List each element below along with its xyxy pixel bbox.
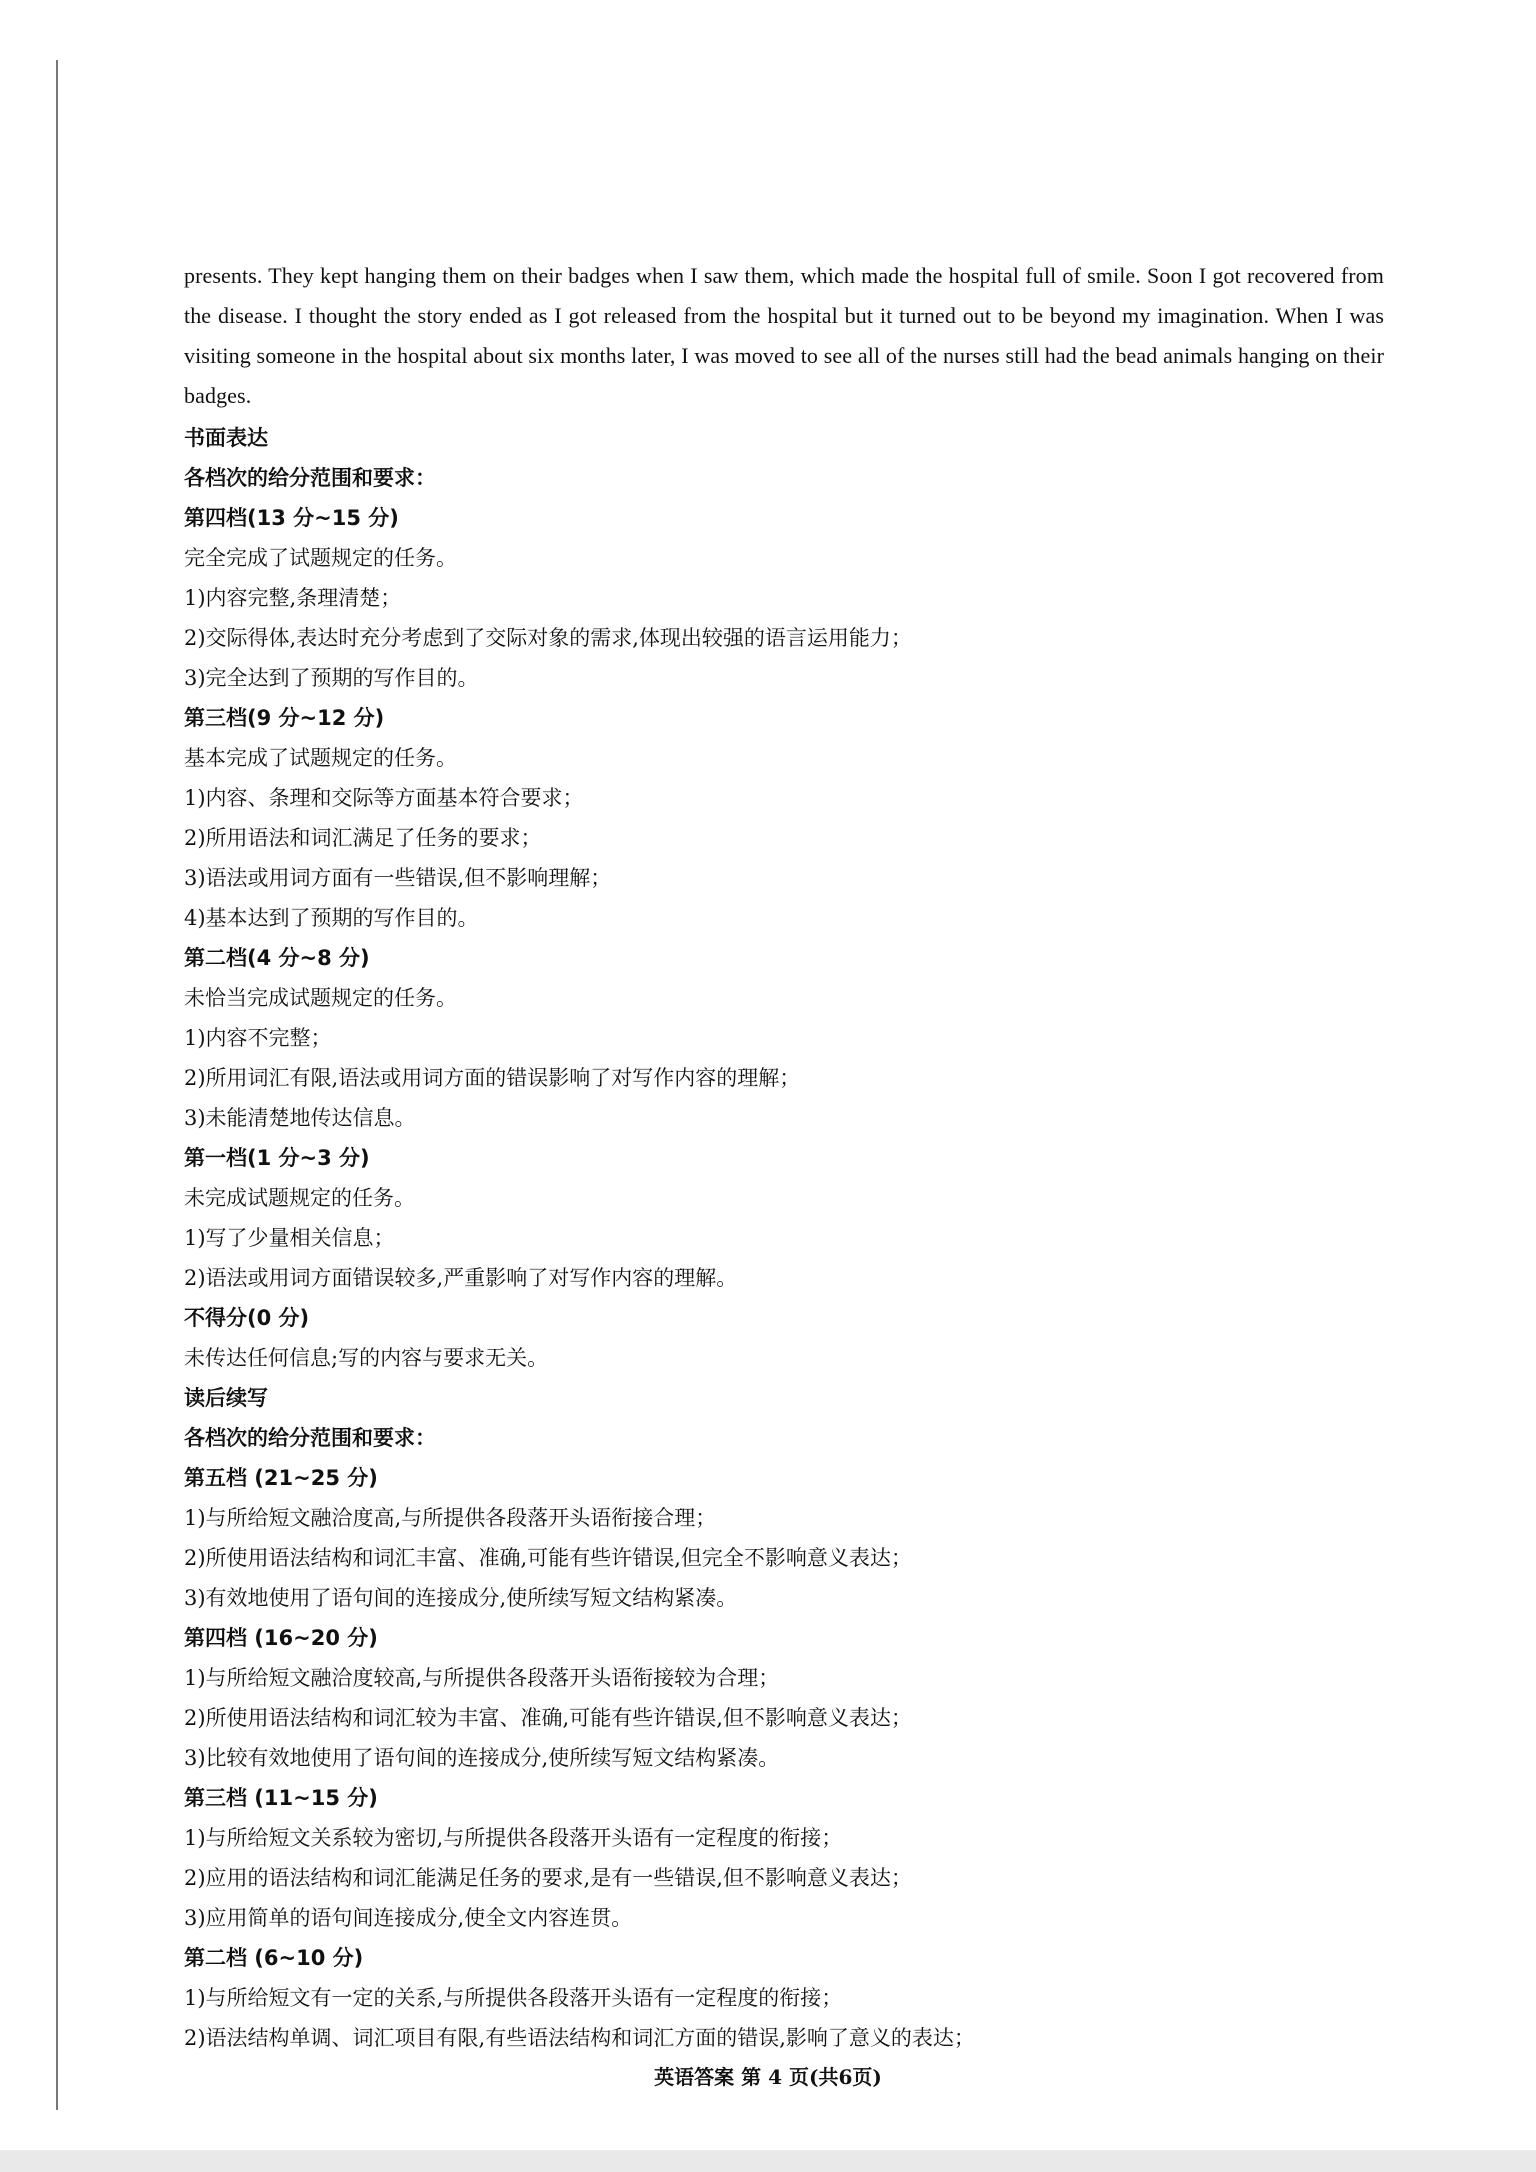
criteria-line: 2)所用语法和词汇满足了任务的要求； [184, 826, 542, 850]
criteria-line: 3)应用简单的语句间连接成分,使全文内容连贯。 [184, 1906, 633, 1930]
criteria-line: 未恰当完成试题规定的任务。 [184, 986, 457, 1010]
criteria-line: 1)写了少量相关信息； [184, 1226, 395, 1250]
criteria-line: 未传达任何信息;写的内容与要求无关。 [184, 1346, 549, 1370]
criteria-line: 未完成试题规定的任务。 [184, 1186, 415, 1210]
page-footer: 英语答案 第 4 页(共6页) [654, 2065, 882, 2089]
criteria-line: 2)所使用语法结构和词汇较为丰富、准确,可能有些许错误,但不影响意义表达； [184, 1706, 912, 1730]
criteria-line: 1)与所给短文关系较为密切,与所提供各段落开头语有一定程度的衔接； [184, 1826, 843, 1850]
section-heading: 第二档 (6~10 分) [184, 1946, 364, 1970]
section-heading: 第四档(13 分~15 分) [184, 506, 399, 530]
section-heading: 第三档 (11~15 分) [184, 1786, 378, 1810]
section-heading: 第四档 (16~20 分) [184, 1626, 378, 1650]
section-heading: 第三档(9 分~12 分) [184, 706, 385, 730]
criteria-line: 2)所用词汇有限,语法或用词方面的错误影响了对写作内容的理解； [184, 1066, 801, 1090]
criteria-line: 1)与所给短文融洽度较高,与所提供各段落开头语衔接较为合理； [184, 1666, 780, 1690]
criteria-line: 1)与所给短文融洽度高,与所提供各段落开头语衔接合理； [184, 1506, 717, 1530]
criteria-line: 1)内容不完整； [184, 1026, 332, 1050]
criteria-line: 2)交际得体,表达时充分考虑到了交际对象的需求,体现出较强的语言运用能力； [184, 626, 912, 650]
section-heading: 不得分(0 分) [184, 1306, 310, 1330]
criteria-line: 2)语法或用词方面错误较多,严重影响了对写作内容的理解。 [184, 1266, 738, 1290]
left-margin-rule [56, 60, 58, 2110]
scan-bottom-band [0, 2150, 1536, 2172]
criteria-line: 3)比较有效地使用了语句间的连接成分,使所续写短文结构紧凑。 [184, 1746, 780, 1770]
criteria-line: 2)语法结构单调、词汇项目有限,有些语法结构和词汇方面的错误,影响了意义的表达； [184, 2026, 975, 2050]
criteria-line: 1)与所给短文有一定的关系,与所提供各段落开头语有一定程度的衔接； [184, 1986, 843, 2010]
section-heading: 各档次的给分范围和要求： [184, 1426, 436, 1450]
section-heading: 读后续写 [184, 1386, 268, 1410]
english-story-paragraph: presents. They kept hanging them on their badges when I saw them, which made the hospital full of smile. Soon I got recovered from the disease. I thought the story ended as I got released from the hospital but it turned out to be beyond my imagination. When I was visiting someone in the hospital about six months later, I was moved to see all of the nurses still had the bead animals hanging on their badges. [184, 263, 1384, 408]
section-heading: 第五档 (21~25 分) [184, 1466, 378, 1490]
criteria-line: 4)基本达到了预期的写作目的。 [184, 906, 479, 930]
section-heading: 第一档(1 分~3 分) [184, 1146, 370, 1170]
section-heading: 第二档(4 分~8 分) [184, 946, 370, 970]
criteria-line: 2)应用的语法结构和词汇能满足任务的要求,是有一些错误,但不影响意义表达； [184, 1866, 912, 1890]
scoring-criteria [184, 418, 1384, 2058]
criteria-line: 1)内容完整,条理清楚； [184, 586, 402, 610]
criteria-line: 2)所使用语法结构和词汇丰富、准确,可能有些许错误,但完全不影响意义表达； [184, 1546, 912, 1570]
criteria-line: 1)内容、条理和交际等方面基本符合要求； [184, 786, 584, 810]
criteria-line: 3)未能清楚地传达信息。 [184, 1106, 416, 1130]
section-heading: 各档次的给分范围和要求： [184, 466, 436, 490]
document-body [184, 256, 1384, 2058]
criteria-line: 3)语法或用词方面有一些错误,但不影响理解； [184, 866, 612, 890]
section-heading: 书面表达 [184, 426, 268, 450]
criteria-line: 3)完全达到了预期的写作目的。 [184, 666, 479, 690]
criteria-line: 3)有效地使用了语句间的连接成分,使所续写短文结构紧凑。 [184, 1586, 738, 1610]
criteria-line: 完全完成了试题规定的任务。 [184, 546, 457, 570]
criteria-line: 基本完成了试题规定的任务。 [184, 746, 457, 770]
